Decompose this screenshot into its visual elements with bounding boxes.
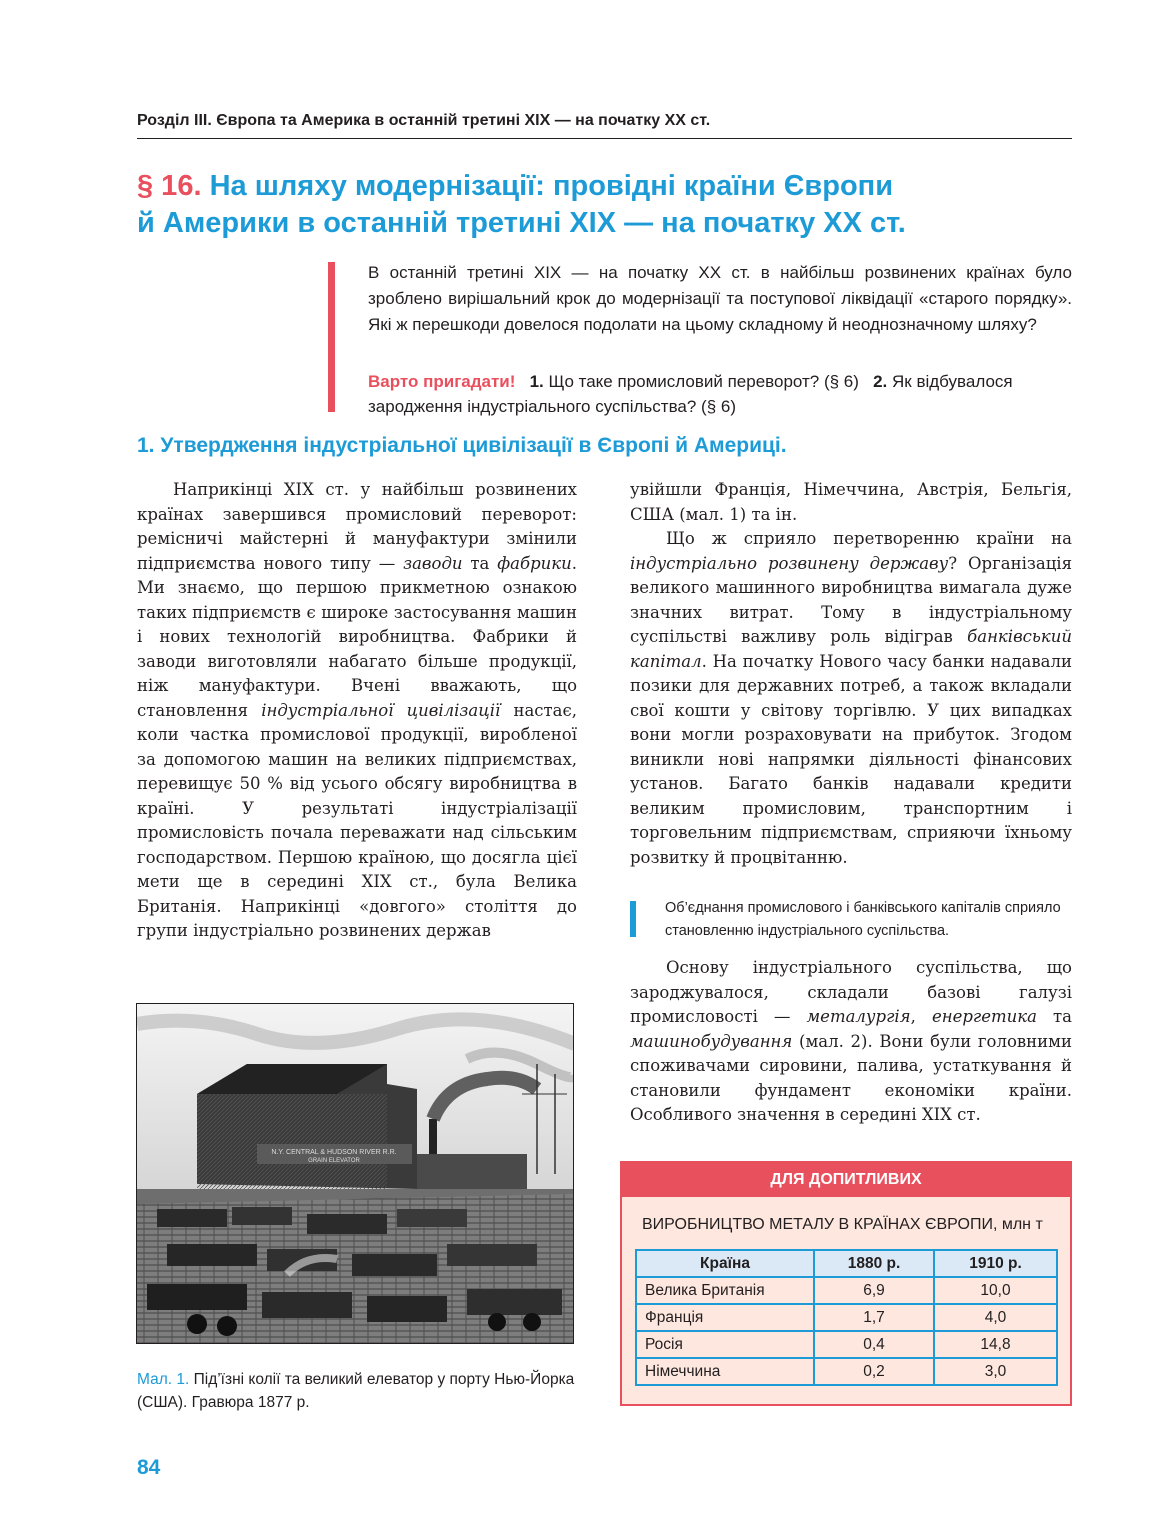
table-title: ВИРОБНИЦТВО МЕТАЛУ В КРАЇНАХ ЄВРОПИ, млн т bbox=[642, 1216, 1043, 1233]
term-energy: енергетика bbox=[931, 1007, 1037, 1026]
country-cell: Росія bbox=[636, 1331, 814, 1358]
industries-paragraph: Основу індустріального суспільства, що зароджувалося, складали базові галузі промисловості — металургія, енергетика та машинобудування (мал. 2). Вони були головними споживачами сировини, палива, устаткування й становили фундамент економіки країни. Особливого значення в середині ХІХ ст. bbox=[630, 958, 1073, 1124]
elevator-sign-text-2: GRAIN ELEVATOR bbox=[308, 1158, 360, 1164]
running-head: Розділ ІІІ. Європа та Америка в останній третині ХІХ — на початку ХХ ст. bbox=[137, 112, 1072, 139]
figure-caption bbox=[137, 1368, 577, 1414]
column-header: Країна bbox=[636, 1250, 814, 1277]
elevator-engraving-illustration bbox=[137, 1004, 574, 1344]
title-line-2: й Америки в останній третині ХІХ — на початку ХХ ст. bbox=[137, 207, 906, 239]
table-row bbox=[636, 1331, 1057, 1358]
title-line-1: На шляху модернізації: провідні країни Європи bbox=[209, 170, 894, 202]
term-metallurgy: металургія bbox=[806, 1007, 911, 1026]
term-bank-capital: банківський капітал bbox=[630, 627, 1072, 671]
question-2-number: 2. bbox=[873, 372, 888, 391]
intro-text: В останній третині ХІХ — на початку ХХ ст. в найбільш розвинених країнах було зроблено вирішальний крок до модернізації та поступової ліквідації «старого порядку». Які ж перешкоди довелося подолати на цьому складному й неоднозначному шляху? bbox=[368, 263, 1072, 334]
country-cell: Велика Британія bbox=[636, 1277, 814, 1304]
elevator-sign-text: N.Y. CENTRAL & HUDSON RIVER R.R. bbox=[271, 1149, 397, 1156]
value-cell: 14,8 bbox=[934, 1331, 1057, 1358]
value-cell: 6,9 bbox=[814, 1277, 934, 1304]
question-1-number: 1. bbox=[529, 372, 544, 391]
question-1-text: Що таке промисловий переворот? (§ 6) bbox=[548, 372, 859, 391]
right-column-top bbox=[630, 478, 1072, 870]
question-2-text: Як відбувалося зародження індустріального суспільства? (§ 6) bbox=[368, 372, 1013, 416]
note-accent-bar bbox=[630, 901, 636, 937]
paragraph-title bbox=[137, 168, 1072, 242]
column-header: 1880 р. bbox=[814, 1250, 934, 1277]
country-cell: Німеччина bbox=[636, 1358, 814, 1385]
paragraph-number: § 16. bbox=[137, 170, 202, 202]
value-cell: 1,7 bbox=[814, 1304, 934, 1331]
column-header: 1910 р. bbox=[934, 1250, 1057, 1277]
metal-production-table bbox=[635, 1249, 1058, 1386]
continued-paragraph: увійшли Франція, Німеччина, Австрія, Бельгія, США (мал. 1) та ін. bbox=[630, 480, 1072, 524]
section-heading: 1. Утвердження індустріальної цивілізації в Європі й Америці. bbox=[137, 434, 787, 457]
value-cell: 0,2 bbox=[814, 1358, 934, 1385]
value-cell: 3,0 bbox=[934, 1358, 1057, 1385]
table-row bbox=[636, 1277, 1057, 1304]
right-column-bottom bbox=[630, 956, 1072, 1128]
value-cell: 4,0 bbox=[934, 1304, 1057, 1331]
curious-box bbox=[620, 1161, 1072, 1406]
value-cell: 0,4 bbox=[814, 1331, 934, 1358]
table-header-row bbox=[636, 1250, 1057, 1277]
term-industrial-civilization: індустріальної цивілізації bbox=[261, 700, 501, 720]
value-cell: 10,0 bbox=[934, 1277, 1057, 1304]
bank-capital-paragraph: Що ж сприяло перетворенню країни на індустріально розвинену державу? Організація великого машинного виробництва вимагала дуже значних витрат. Тому в індустріальному суспільстві важливу роль відіграв банківський капітал. На початку Нового часу банки надавали позики для державних потреб, а також вкладали свої кошти у світову торгівлю. У цих випадках вони могли розраховувати на прибуток. Згодом виникли нові напрямки діяльності фінансових установ. Багато банків надавали кредити великим промисловим, транспортним і торговельним підприємствам, сприяючи їхньому розвитку й процвітанню. bbox=[630, 529, 1072, 867]
engraving-image bbox=[136, 1003, 574, 1344]
key-note: Об’єднання промислового і банківського капіталів сприяло становленню індустріального суспільства. bbox=[665, 900, 1061, 939]
term-fabryky: фабрики bbox=[497, 553, 572, 573]
left-column bbox=[137, 478, 577, 944]
left-paragraph: Наприкінці ХІХ ст. у найбільш розвинених країнах завершився промисловий переворот: ремісничі майстерні й мануфактури змінили підприємства нового типу — заводи та фабрики. Ми знаємо, що першою прикметною ознакою таких підприємств є широке застосування машин і нових технологій виробництва. Фабрики й заводи виготовляли набагато більше продукції, ніж мануфактури. Вчені вважають, що становлення індустріальної цивілізації настає, коли частка промислової продукції, виробленої за допомогою машин на великих підприємствах, перевищує 50 % від усього обсягу виробництва в країні. У результаті індустріалізації промисловість почала переважати над сільським господарством. Першою країною, що досягла цієї мети ще в середині ХІХ ст., була Велика Британія. Наприкінці «довгого» століття до групи індустріально розвинених держав bbox=[137, 480, 577, 940]
page-number: 84 bbox=[137, 1456, 161, 1479]
figure-label: Мал. 1. bbox=[137, 1371, 190, 1388]
table-row bbox=[636, 1304, 1057, 1331]
term-machine-building: машинобудування bbox=[630, 1031, 793, 1051]
term-industrial-state: індустріально розвинену державу bbox=[630, 553, 949, 573]
figure-caption-text: Під’їзні колії та великий елеватор у порту Нью-Йорка (США). Гравюра 1877 р. bbox=[137, 1371, 575, 1411]
curious-box-heading: ДЛЯ ДОПИТЛИВИХ bbox=[622, 1163, 1070, 1197]
intro-accent-bar bbox=[328, 262, 335, 412]
country-cell: Франція bbox=[636, 1304, 814, 1331]
recall-label: Варто пригадати! bbox=[368, 372, 516, 391]
recall-block bbox=[368, 369, 1072, 419]
table-row bbox=[636, 1358, 1057, 1385]
term-zavody: заводи bbox=[403, 553, 463, 573]
